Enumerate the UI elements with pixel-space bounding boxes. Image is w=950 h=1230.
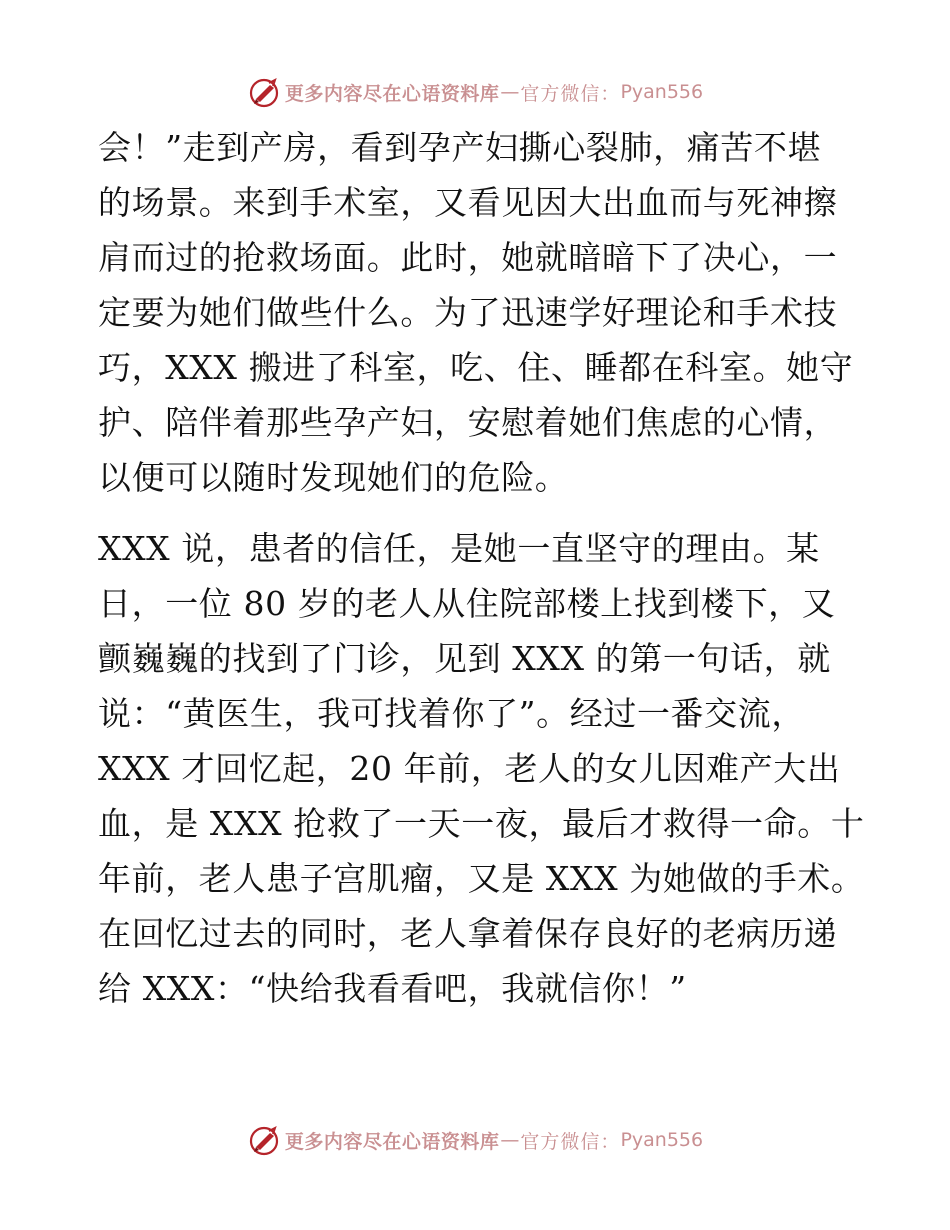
text-line: 护、陪伴着那些孕产妇，安慰着她们焦虑的心情， — [98, 403, 838, 442]
text-line: 会！”走到产房，看到孕产妇撕心裂肺，痛苦不堪 — [98, 128, 822, 167]
paragraph-2 — [98, 521, 865, 1016]
footer-banner-dash: — — [500, 1129, 520, 1151]
footer-banner-wechat-label: 官方微信： — [520, 1130, 621, 1153]
text-line: 以便可以随时发现她们的危险。 — [98, 458, 569, 497]
paragraph-1 — [98, 120, 858, 505]
header-banner — [0, 72, 950, 112]
text-line: 给 XXX：“快给我看看吧，我就信你！” — [98, 969, 687, 1008]
text-line: 肩而过的抢救场面。此时，她就暗暗下了决心，一 — [98, 238, 838, 277]
text-line: 巧，XXX 搬进了科室，吃、住、睡都在科室。她守 — [98, 348, 854, 387]
footer-banner-wechat-id: Pyan556 — [620, 1129, 704, 1151]
header-banner-text: 更多内容尽在心语资料库 — [284, 82, 500, 105]
pen-logo-icon — [247, 1123, 281, 1157]
text-line: 颤巍巍的找到了门诊，见到 XXX 的第一句话，就 — [98, 639, 831, 678]
header-banner-wechat-label: 官方微信： — [520, 82, 621, 105]
header-banner-dash: — — [500, 81, 520, 103]
text-line: 定要为她们做些什么。为了迅速学好理论和手术技 — [98, 293, 838, 332]
text-line: 年前，老人患子宫肌瘤，又是 XXX 为她做的手术。 — [98, 859, 865, 898]
footer-banner — [0, 1120, 950, 1160]
header-banner-wechat-id: Pyan556 — [620, 81, 704, 103]
text-line: XXX 才回忆起，20 年前，老人的女儿因难产大出 — [98, 749, 841, 788]
pen-logo-icon — [247, 75, 281, 109]
text-line: 说：“黄医生，我可找着你了”。经过一番交流， — [98, 694, 805, 733]
text-line: 血，是 XXX 抢救了一天一夜，最后才救得一命。十 — [98, 804, 865, 843]
footer-banner-text: 更多内容尽在心语资料库 — [284, 1130, 500, 1153]
text-line: 的场景。来到手术室，又看见因大出血而与死神擦 — [98, 183, 838, 222]
text-line: 在回忆过去的同时，老人拿着保存良好的老病历递 — [98, 914, 838, 953]
text-line: XXX 说，患者的信任，是她一直坚守的理由。某 — [98, 529, 820, 568]
document-body — [98, 120, 865, 1016]
text-line: 日，一位 80 岁的老人从住院部楼上找到楼下，又 — [98, 584, 836, 623]
